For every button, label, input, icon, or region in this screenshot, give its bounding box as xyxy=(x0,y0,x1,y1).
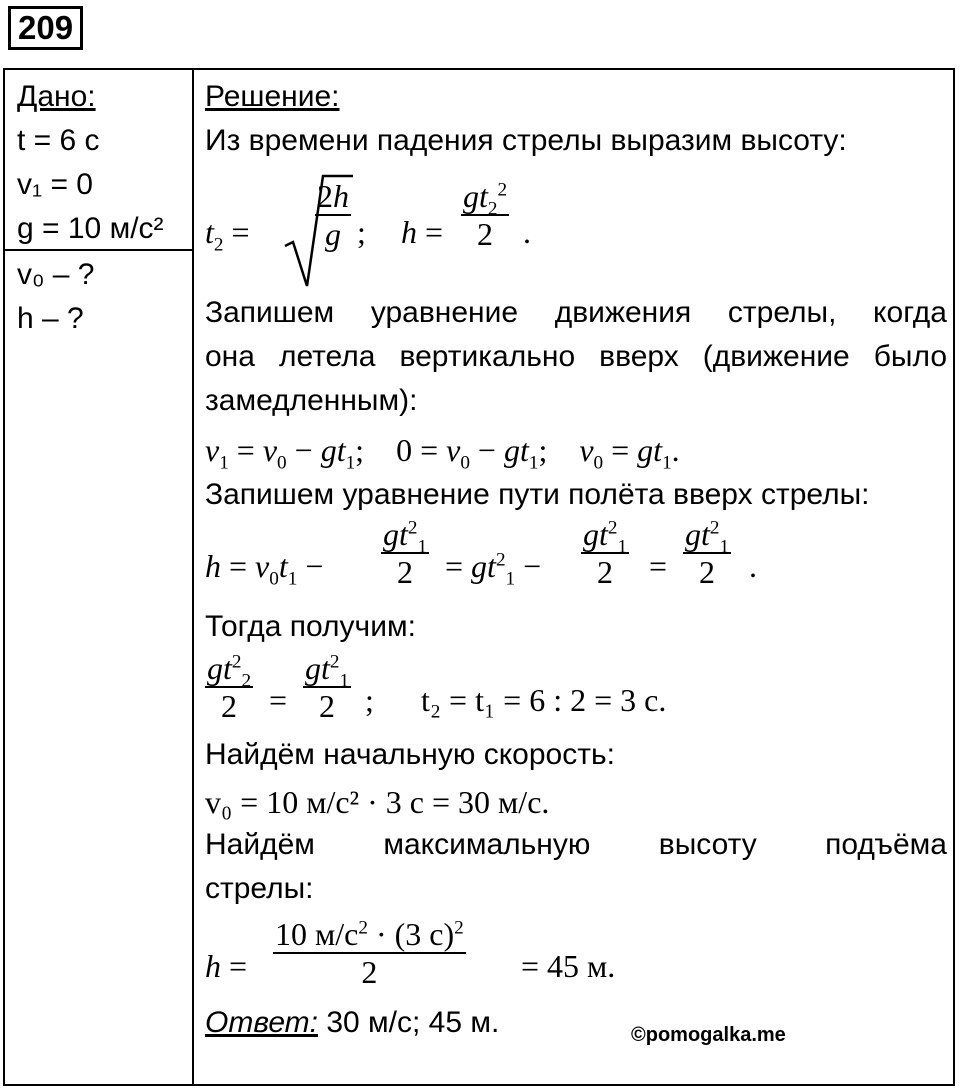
answer xyxy=(205,1006,499,1040)
solution-paragraph: стрелы: xyxy=(205,872,314,905)
given-item: t = 6 c xyxy=(17,124,100,157)
unknown-item: h – ? xyxy=(17,302,84,335)
answer-label: Ответ: xyxy=(205,1006,318,1039)
formula-initial-velocity: v₀ = 10 м/с² · 3 с = 30 м/с. xyxy=(205,784,550,820)
formula-height-result: = 45 м. xyxy=(521,948,616,984)
problem-number: 209 xyxy=(8,6,83,50)
given-heading: Дано: xyxy=(17,80,96,113)
solution-paragraph: Найдём максимальную высоту подъёма xyxy=(205,828,947,861)
given-item: v₁ = 0 xyxy=(17,168,93,201)
watermark: ©pomogalka.me xyxy=(631,1024,786,1046)
given-item: g = 10 м/с² xyxy=(17,212,164,245)
solution-paragraph: она летела вертикально вверх (движение было xyxy=(205,340,947,373)
given-column xyxy=(5,70,194,1084)
answer-value: 30 м/с; 45 м. xyxy=(326,1006,500,1039)
solution-paragraph: Тогда получим: xyxy=(205,610,416,643)
solution-paragraph: Запишем уравнение движения стрелы, когда xyxy=(205,296,947,329)
solution-paragraph: Из времени падения стрелы выразим высоту: xyxy=(205,124,847,157)
formula-time-result: t₂ = t₁ = 6 : 2 = 3 с. xyxy=(421,682,667,718)
given-section xyxy=(5,70,192,251)
unknown-item: v₀ – ? xyxy=(17,258,95,291)
solution-paragraph: Запишем уравнение пути полёта вверх стрелы: xyxy=(205,478,870,511)
solution-paragraph: Найдём начальную скорость: xyxy=(205,738,615,771)
solution-paragraph: замедленным): xyxy=(205,384,418,417)
solution-sheet xyxy=(3,68,955,1086)
solution-column: Решение: Из времени падения стрелы выразим высоту: $t_2$ = $\frac{2h}{g}$ ; h = $\frac{gt_2^2}{2}$ . Запишем уравнение движения стрелы, когда она летела вертикально вверх (движение было замедленным): $v_1 = v_0 - gt_1$; $0 = v_0 - gt_1$; $v_0 = gt_1$. Запишем уравнение пути полёта вверх стрелы: $h = v_0t_1$ − $\frac{gt^2_1}{2}$ = $gt^2_1$ − $\frac{gt^2_1}{2}$ = $\frac{gt^2_1}{2}$ . Тогда получим: $\frac{gt^2_2}{2}$ = $\frac{gt^2_1}{2}$ ; t₂ = t₁ = 6 : 2 = 3 с. Найдём начальную скорость: v₀ = 10 м/с² · 3 с = 30 м/с. Найдём максимальную высоту подъёма стрелы: h = 10 $м/с^2 \cdot (3$ с)$^2$ 2 = 45 м. Ответ: 30 м/с; 45 м. ©pomogalka.me xyxy=(205,80,947,1046)
formula-velocity: $v_1 = v_0 - gt_1$; $0 = v_0 - gt_1$; $v_0 = gt_1$. xyxy=(205,432,680,474)
solution-heading: Решение: xyxy=(205,80,340,113)
